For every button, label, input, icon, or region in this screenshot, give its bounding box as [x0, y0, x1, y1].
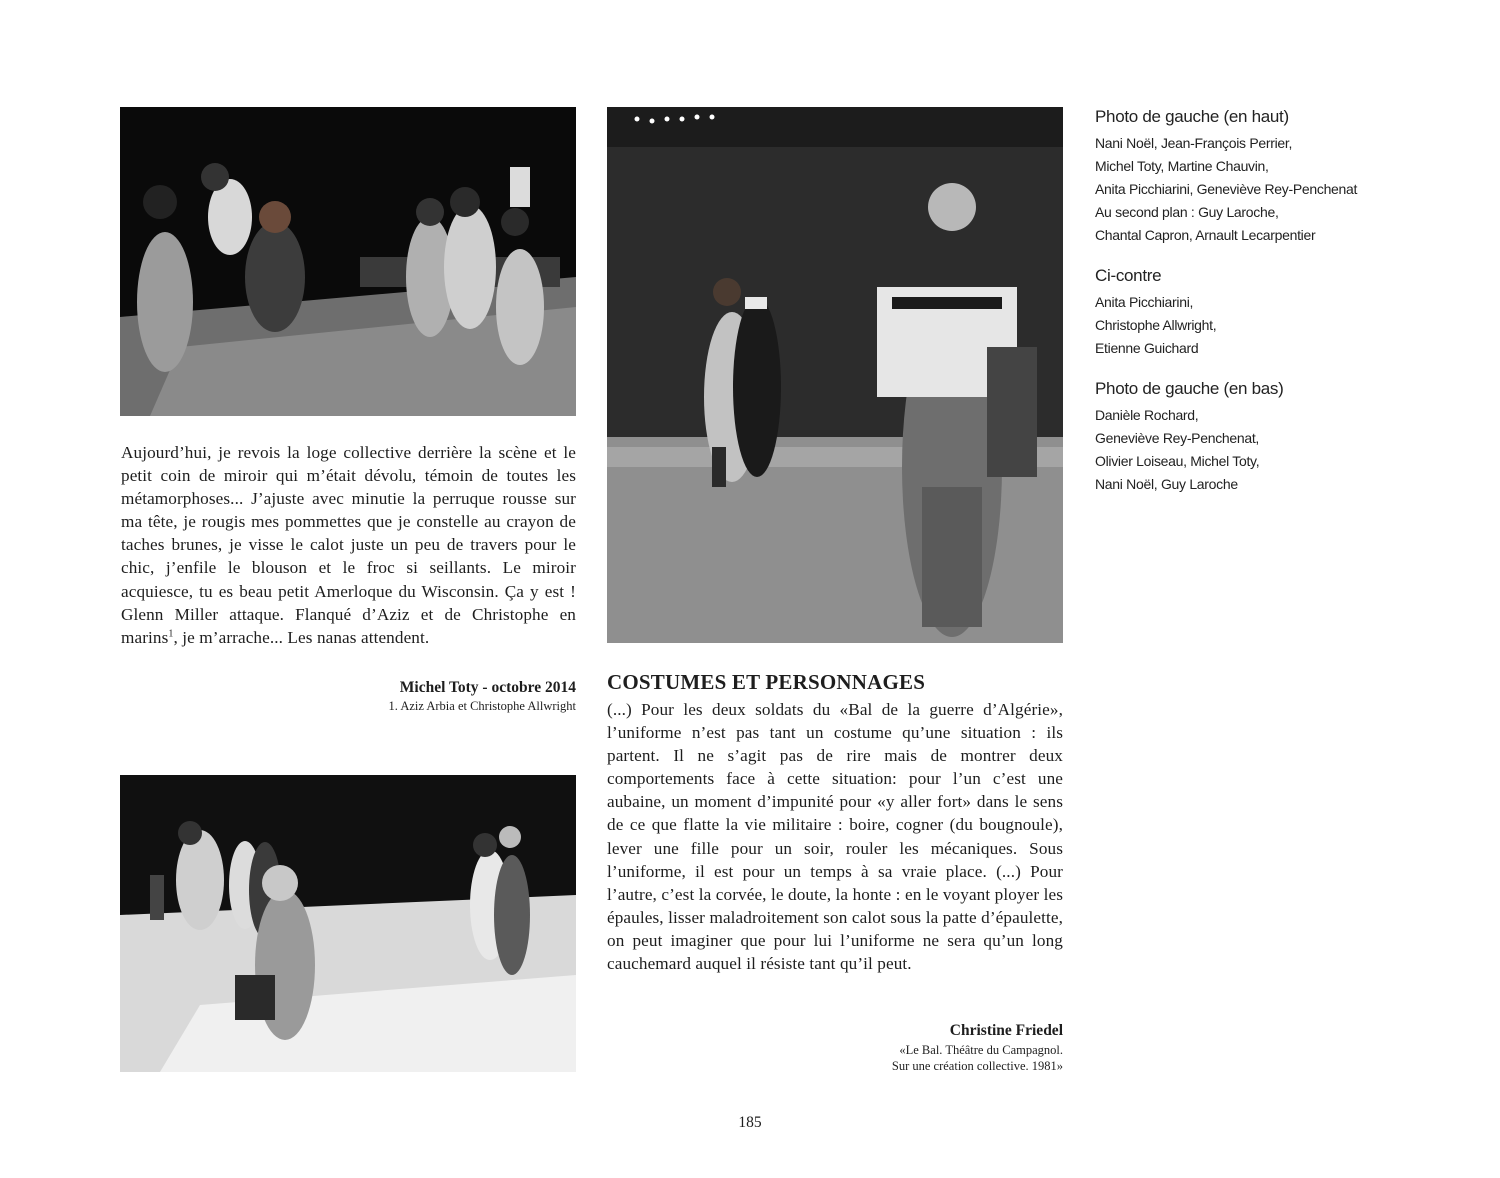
- section-heading: COSTUMES ET PERSONNAGES: [607, 670, 926, 694]
- photo-top-left: [120, 107, 576, 416]
- photo-bottom-left: [120, 775, 576, 1072]
- body-text-left-a: Aujourd’hui, je revois la loge collective derrière la scène et le petit coin de miroir qui m’était dévolu, témoin de toutes les métamorphoses... J’ajuste avec minutie la perruque rousse sur ma tête, je rougis mes pommettes que je constelle au crayon de taches brunes, je visse le calot juste un peu de travers pour le chic, j’enfile le blouson et le froc si seillants. Le miroir acquiesce, tu es beau petit Amerloque du Wisconsin. Ça y est ! Glenn Miller attaque. Flanqué d’Aziz et de Christophe en marins: [121, 443, 576, 647]
- caption-line: Etienne Guichard: [1095, 340, 1199, 356]
- signature-right: Christine Friedel: [949, 1022, 1063, 1039]
- source-citation: [607, 1042, 1063, 1074]
- source-line-1: «Le Bal. Théâtre du Campagnol.: [899, 1043, 1063, 1057]
- body-text-left-b: , je m’arrache... Les nanas attendent.: [173, 627, 430, 647]
- caption-title: Photo de gauche (en haut): [1095, 107, 1289, 126]
- photo-center-image: [607, 107, 1063, 643]
- signature-left: Michel Toty - octobre 2014: [399, 679, 576, 696]
- caption-line: Nani Noël, Guy Laroche: [1095, 476, 1238, 492]
- photo-center: [607, 107, 1063, 643]
- source-line-2: Sur une création collective. 1981»: [891, 1059, 1063, 1073]
- photo-top-left-image: [120, 107, 576, 416]
- caption-line: Nani Noël, Jean-François Perrier,: [1095, 135, 1293, 151]
- footnote-left: 1. Aziz Arbia et Christophe Allwright: [388, 699, 576, 713]
- caption-title: Photo de gauche (en bas): [1095, 379, 1284, 398]
- photo-captions: [1095, 106, 1395, 514]
- caption-line: Christophe Allwright,: [1095, 317, 1217, 333]
- body-text-right: (...) Pour les deux soldats du «Bal de la guerre d’Algérie», l’uniforme n’est pas tant un costume qu’une situation : ils partent. Il ne s’agit pas de rire mais de montrer deux comportements face à cette situation: pour l’un c’est une aubaine, un moment d’impunité pour «y aller fort» dans le sens de ce que flatte la vie militaire : boire, cogner (du bougnoule), lever une fille pour un soir, rouler les mécaniques. Sous l’uniforme, il est pour un temps à sa vraie place. (...) Pour l’autre, c’est la corvée, le doute, la honte : en le voyant ployer les épaules, lisser maladroitement son calot sous la patte d’épaulette, on peut imaginer que pour lui l’uniforme ne sera qu’un long cauchemard auquel il résiste tant qu’il peut.: [607, 700, 1063, 974]
- caption-group: [1095, 106, 1395, 247]
- caption-group: [1095, 265, 1395, 360]
- caption-group: [1095, 378, 1395, 496]
- caption-title: Ci-contre: [1095, 266, 1162, 285]
- caption-line: Au second plan : Guy Laroche,: [1095, 204, 1279, 220]
- page-number: 185: [738, 1114, 762, 1131]
- caption-line: Danièle Rochard,: [1095, 407, 1199, 423]
- caption-line: Anita Picchiarini, Geneviève Rey-Penchenat: [1095, 181, 1358, 197]
- caption-line: Anita Picchiarini,: [1095, 294, 1194, 310]
- caption-line: Olivier Loiseau, Michel Toty,: [1095, 453, 1260, 469]
- body-text-left: [121, 441, 576, 649]
- caption-line: Michel Toty, Martine Chauvin,: [1095, 158, 1269, 174]
- footnote-mark: 1: [168, 628, 174, 640]
- photo-bottom-left-image: [120, 775, 576, 1072]
- caption-line: Geneviève Rey-Penchenat,: [1095, 430, 1260, 446]
- caption-line: Chantal Capron, Arnault Lecarpentier: [1095, 227, 1316, 243]
